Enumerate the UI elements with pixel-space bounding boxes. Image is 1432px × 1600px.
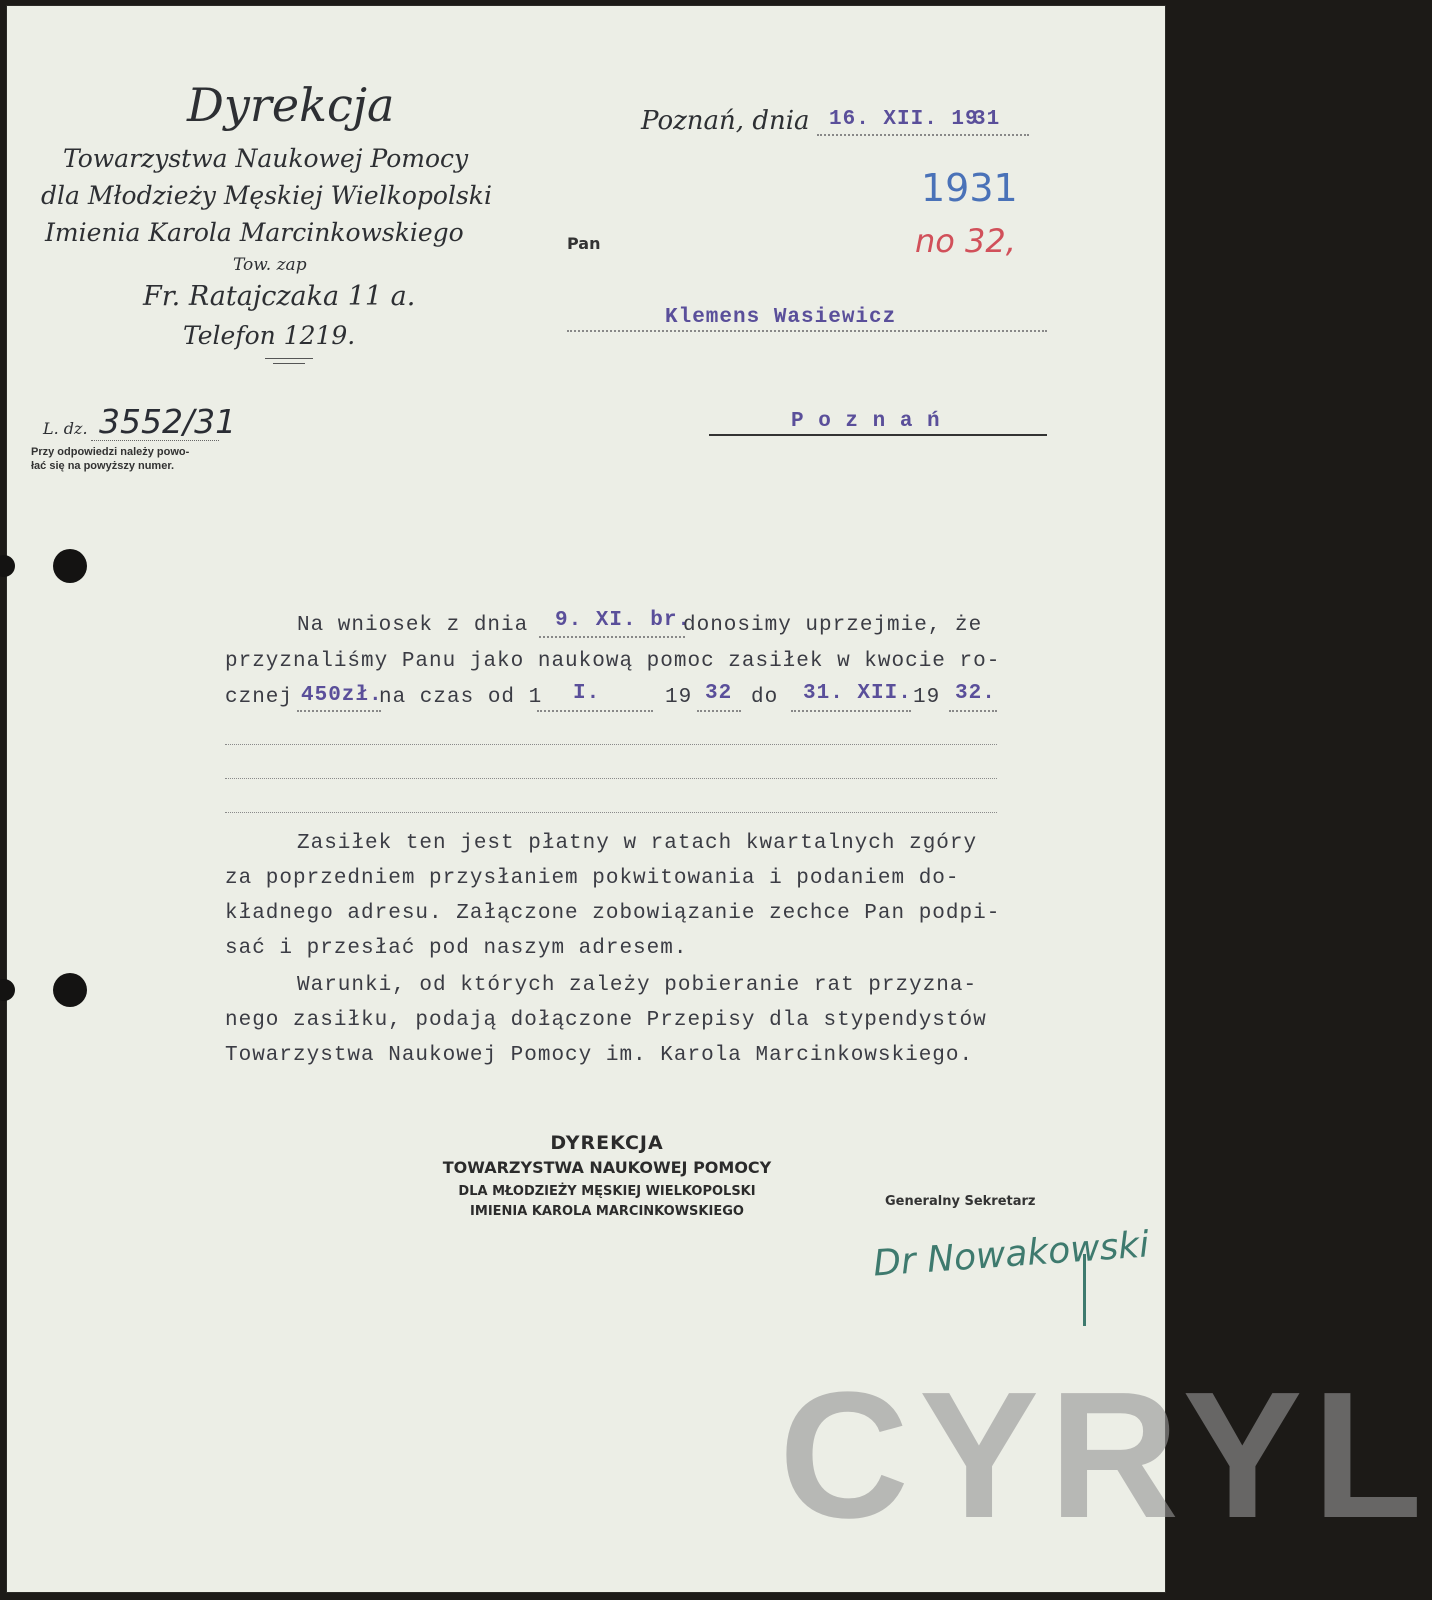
- date-value: 16. XII. 19: [829, 108, 979, 131]
- letterhead-line5: Tow. zap: [233, 255, 307, 275]
- reference-rule: [91, 440, 219, 441]
- body-p3-line2: nego zasiłku, podają dołączone Przepisy dla stypendystów: [225, 1009, 987, 1032]
- letterhead-address: Fr. Ratajczaka 11 a.: [143, 281, 416, 312]
- body-p1-from-month: I.: [573, 682, 601, 705]
- handwritten-signature: Dr Nowakowski: [871, 1224, 1151, 1285]
- body-p1-from-year-rule: [697, 710, 741, 712]
- body-p1-to-year-rule: [949, 710, 997, 712]
- date-prefix: Poznań, dnia: [641, 106, 810, 136]
- edge-hole-bottom: [0, 979, 15, 1001]
- letterhead-rule-2: [273, 363, 305, 364]
- recipient-city-rule: [709, 434, 1047, 436]
- signature-line4: IMIENIA KAROLA MARCINKOWSKIEGO: [470, 1204, 744, 1219]
- body-p1-to-date: 31. XII.: [803, 682, 912, 705]
- annotation-red: no 32,: [915, 222, 1016, 260]
- body-p1-line2: przyznaliśmy Panu jako naukową pomoc zasiłek w kwocie ro-: [225, 650, 1001, 673]
- blank-line-2: [225, 778, 997, 779]
- letterhead-phone: Telefon 1219.: [183, 321, 356, 350]
- signature-line2: TOWARZYSTWA NAUKOWEJ POMOCY: [442, 1158, 772, 1177]
- signature-title: Generalny Sekretarz: [885, 1194, 1036, 1209]
- edge-hole-top: [0, 555, 15, 577]
- blank-line-3: [225, 812, 997, 813]
- body-p1-date-rule: [539, 636, 685, 638]
- body-p1-amount-rule: [297, 710, 381, 712]
- body-p1-from-year: 32: [705, 682, 733, 705]
- body-p1-line3-prefix: cznej: [225, 686, 294, 709]
- body-p1-to: do: [751, 686, 779, 709]
- letterhead-line3: dla Młodzieży Męskiej Wielkopolski: [41, 181, 492, 210]
- reference-number: 3552/31: [99, 402, 237, 441]
- body-p1-line3-mid: na czas od 1: [379, 686, 543, 709]
- recipient-name: Klemens Wasiewicz: [665, 306, 897, 329]
- document-page: [6, 5, 1432, 1593]
- body-p3-line1: Warunki, od których zależy pobieranie rat przyzna-: [297, 974, 978, 997]
- body-p1-suffix: donosimy uprzejmie, że: [683, 614, 983, 637]
- body-p1-prefix: Na wniosek z dnia: [297, 614, 529, 637]
- signature-line1: DYREKCJA: [550, 1132, 664, 1154]
- body-p2-line3: kładnego adresu. Załączone zobowiązanie zechce Pan podpi-: [225, 902, 1001, 925]
- body-p1-date: 9. XI. br.: [555, 609, 692, 632]
- body-p1-year-prefix-1: 19: [665, 686, 693, 709]
- punch-hole-bottom: [53, 973, 87, 1007]
- body-p1-year-prefix-2: 19: [913, 686, 941, 709]
- body-p1-amount: 450zł.: [301, 684, 383, 707]
- body-p2-line2: za poprzedniem przysłaniem pokwitowania i podaniem do-: [225, 867, 960, 890]
- blank-line-1: [225, 744, 997, 745]
- letterhead-line2: Towarzystwa Naukowej Pomocy: [63, 144, 469, 173]
- punch-hole-top: [53, 549, 87, 583]
- reference-prefix: L. dz.: [43, 419, 88, 438]
- signature-line3: DLA MŁODZIEŻY MĘSKIEJ WIELKOPOLSKI: [458, 1184, 756, 1199]
- body-p2-line4: sać i przesłać pod naszym adresem.: [225, 937, 688, 960]
- body-p1-from-rule: [537, 710, 653, 712]
- annotation-blue: 1931: [921, 166, 1018, 210]
- letterhead-title: Dyrekcja: [187, 78, 395, 132]
- recipient-salutation: Pan: [567, 234, 601, 253]
- reference-note-2: łać się na powyższy numer.: [31, 460, 175, 472]
- watermark: CYRYL: [779, 1355, 1432, 1556]
- body-p2-line1: Zasiłek ten jest płatny w ratach kwartalnych zgóry: [297, 832, 978, 855]
- letterhead-line4: Imienia Karola Marcinkowskiego: [45, 218, 464, 247]
- recipient-name-rule: [567, 330, 1047, 332]
- recipient-city: P o z n a ń: [791, 410, 941, 433]
- reference-note-1: Przy odpowiedzi należy powo-: [31, 446, 190, 458]
- letterhead-rule: [265, 358, 313, 359]
- body-p1-to-rule: [791, 710, 911, 712]
- body-p1-to-year: 32.: [955, 682, 996, 705]
- date-year: 31: [973, 108, 1001, 131]
- date-rule: [817, 134, 1029, 136]
- body-p3-line3: Towarzystwa Naukowej Pomocy im. Karola Marcinkowskiego.: [225, 1044, 974, 1067]
- signature-flourish: [1083, 1254, 1086, 1326]
